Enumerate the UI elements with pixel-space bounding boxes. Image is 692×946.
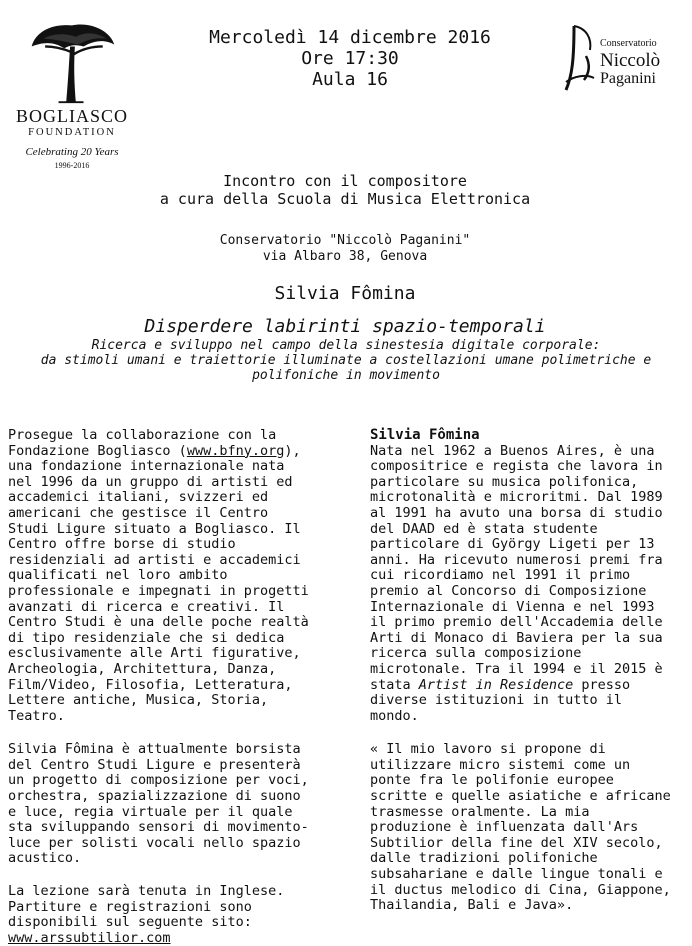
event-datetime <box>150 27 550 90</box>
arssubtilior-link[interactable]: www.arssubtilior.com <box>8 929 171 946</box>
event-time: Ore 17:30 <box>301 48 399 69</box>
bio-text-part1: Nata nel 1962 a Buenos Aires, è una compositrice e regista che lavora in particolare su musica polifonica, microtonalità e microritmi. Dal 1989 al 1991 ha avuto una borsa di studio del DAAD ed è stata studente particolare di György Ligeti per 13 anni. Ha ricevuto numerosi premi fra cui ricordiamo nel 1991 il primo premio al Concorso di Composizione Internazionale di Vienna e nel 1993 il primo premio dell'Accademia delle Arti di Monaco di Baviera per la sua ricerca sulla composizione microtonale. Tra il 1994 e il 2015 è stata <box>370 442 663 693</box>
talk-subtitle-line: da stimoli umani e traiettorie illuminate a costellazioni umane polimetriche e <box>40 353 652 368</box>
conservatorio-line1: Conservatorio <box>600 38 657 49</box>
foundation-paragraph <box>8 428 340 724</box>
event-room: Aula 16 <box>312 69 388 90</box>
talk-subtitle-line: polifoniche in movimento <box>252 368 440 383</box>
right-column <box>370 428 685 914</box>
quote-paragraph: « Il mio lavoro si propone di utilizzare micro sistemi come un ponte fra le polifonie europee scritte e quelle asiatiche e africane trasmesse oralmente. La mia produzione è influenzata dall'Ars Subtilior della fine del XIV secolo, dalle tradizioni polifoniche subsahariane e dalle lingue tonali e il ductus melodico di Cina, Giappone, Thailandia, Bali e Java». <box>370 741 671 914</box>
meeting-organizer: a cura della Scuola di Musica Elettronica <box>159 190 531 208</box>
bio-paragraph <box>370 444 685 725</box>
talk-subtitle <box>8 338 684 383</box>
bogliasco-name: BOGLIASCO <box>15 106 128 126</box>
bogliasco-celebrating: Celebrating 20 Years <box>25 146 119 158</box>
lecture-text: La lezione sarà tenuta in Inglese. Partiture e registrazioni sono disponibili sul seguente sito: <box>8 883 285 931</box>
bio-italic: Artist in Residence <box>418 676 574 693</box>
speaker-name: Silvia Fômina <box>274 283 416 304</box>
foundation-text-start: Prosegue la collaborazione con la Fondazione Bogliasco ( <box>8 427 277 459</box>
talk-title: Disperdere labirinti spazio-temporali <box>144 316 546 337</box>
conservatorio-line2: Niccolò <box>600 50 661 71</box>
foundation-text-end: ), una fondazione internazionale nata nel 1996 da un gruppo di artisti ed accademici italiani, svizzeri ed americani che gestisce il Centro Studi Ligure situato a Bogliasco. Il Centro offre borse di studio residenziali ad artisti e accademici qualificati nel loro ambito professionale e impegnati in progetti avanzati di ricerca e creativi. Il Centro Studi è una delle poche realtà di tipo residenziale che si dedica esclusivamente alle Arti figurative, Archeologia, Architettura, Danza, Film/Video, Filosofia, Letteratura, Lettere antiche, Musica, Storia, Teatro. <box>8 442 309 724</box>
conservatorio-logo <box>560 20 688 100</box>
meeting-title: Incontro con il compositore <box>223 172 467 190</box>
venue-address: via Albaro 38, Genova <box>262 249 428 264</box>
project-paragraph: Silvia Fômina è attualmente borsista del Centro Studi Ligure e presenterà un progetto di composizione per voci, orchestra, spazializzazione di suono e luce, regia virtuale per il quale sta sviluppando sensori di movimento- luce per solisti vocali nello spazio acustico. <box>8 741 309 867</box>
bio-title: Silvia Fômina <box>370 427 480 443</box>
bogliasco-subtitle: FOUNDATION <box>28 127 116 138</box>
bio-text-part2: presso diverse istituzioni in tutto il mondo. <box>370 676 631 724</box>
bogliasco-years: 1996-2016 <box>54 161 90 170</box>
left-column <box>8 428 340 946</box>
venue-name: Conservatorio "Niccolò Paganini" <box>219 233 471 248</box>
lecture-paragraph <box>8 884 340 946</box>
conservatorio-line3: Paganini <box>600 70 656 87</box>
event-date: Mercoledì 14 dicembre 2016 <box>209 27 491 48</box>
tree-icon <box>24 10 120 106</box>
talk-subtitle-line: Ricerca e sviluppo nel campo della sinestesia digitale corporale: <box>91 338 601 353</box>
bogliasco-foundation-logo <box>6 6 126 176</box>
bfny-link[interactable]: www.bfny.org <box>186 442 285 459</box>
